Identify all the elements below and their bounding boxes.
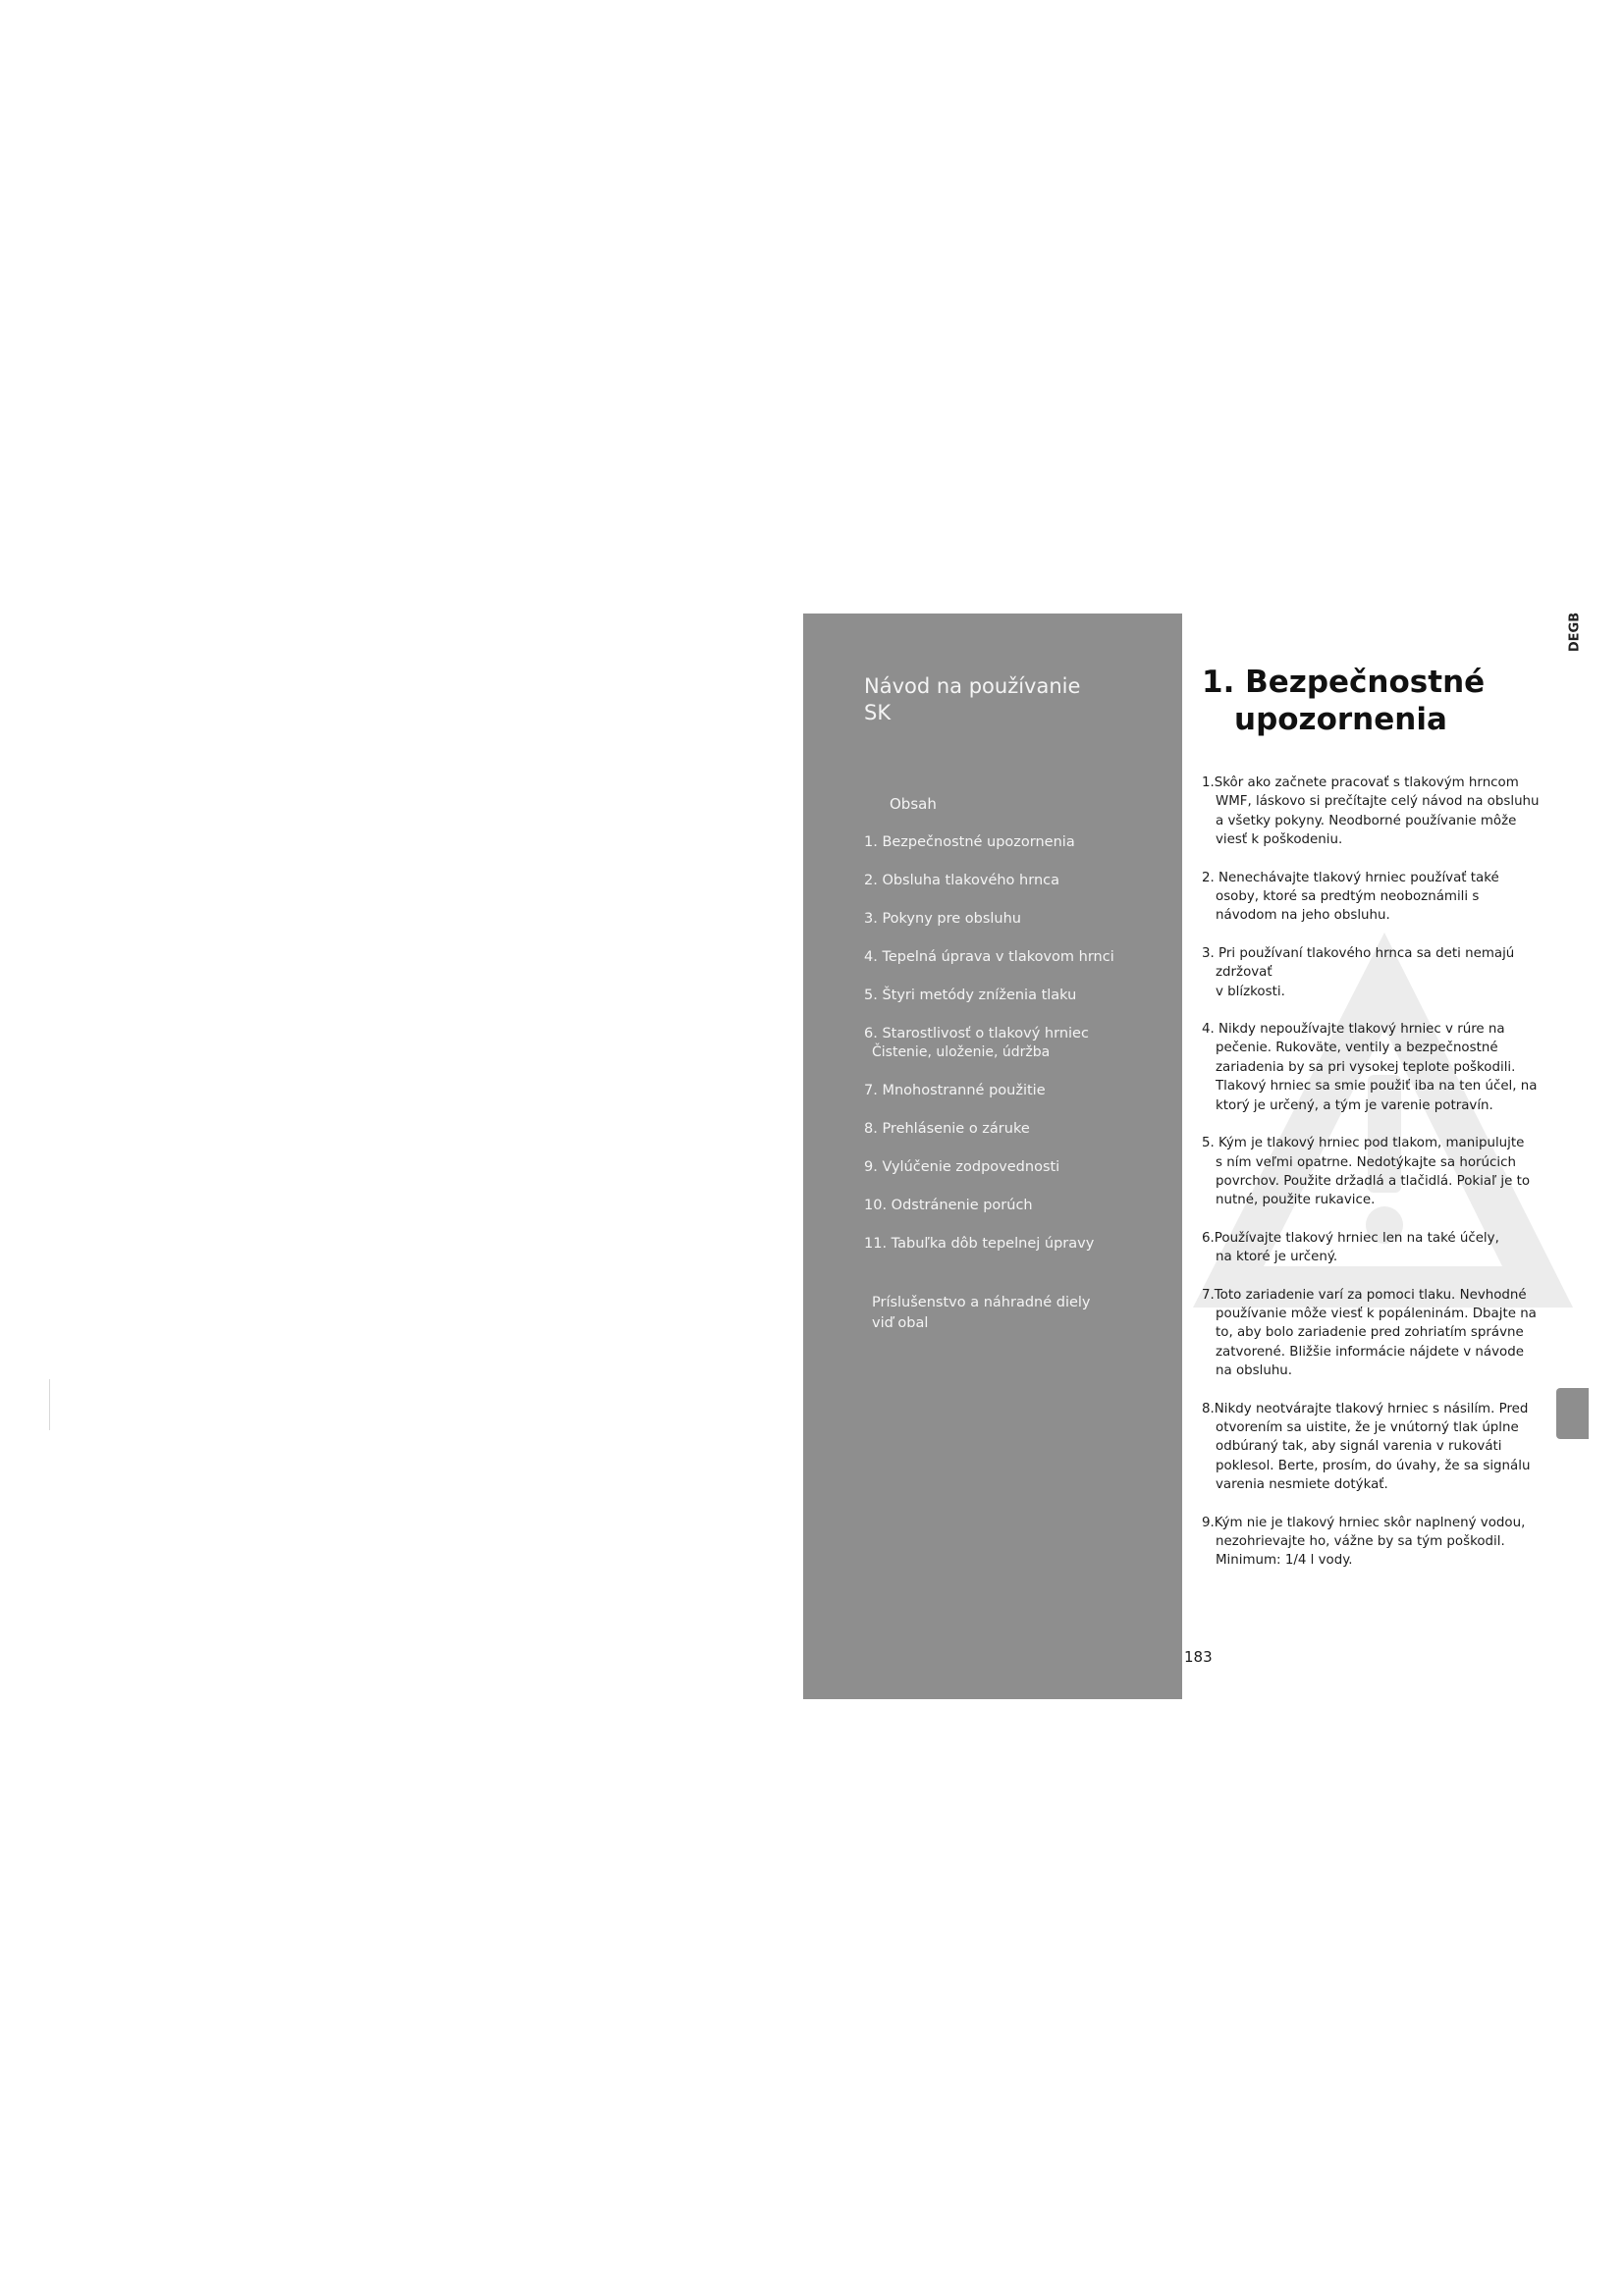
toc-item (864, 1235, 1168, 1254)
instruction-text-line: na ktoré je určený. (1216, 1250, 1338, 1265)
instruction-text-line: viesť k poškodeniu. (1216, 832, 1343, 848)
instruction-text-line: používanie môže viesť k popáleninám. Dbajte na (1216, 1306, 1537, 1321)
toc-item (864, 1082, 1168, 1100)
toc-item-label: 10. Odstránenie porúch (864, 1198, 1033, 1213)
instruction-text-line: zatvorené. Bližšie informácie nájdete v návode (1216, 1344, 1524, 1360)
instruction-text-line: Tlakový hrniec sa smie použiť iba na ten účel, na (1216, 1079, 1538, 1095)
toc-item (864, 910, 1168, 929)
instruction-text-line: WMF, láskovo si prečítajte celý návod na obsluhu (1216, 794, 1540, 810)
safety-instruction (1202, 1020, 1536, 1115)
toc-item-label: 11. Tabuľka dôb tepelnej úpravy (864, 1236, 1095, 1252)
manual-title-block (864, 673, 1080, 726)
instruction-text-line: 3. Pri používaní tlakového hrnca sa deti nemajú (1202, 945, 1515, 961)
safety-instruction (1202, 869, 1536, 926)
crop-mark (49, 1379, 50, 1430)
accessories-reference: viď obal (872, 1315, 929, 1331)
section-thumb-tab (1556, 1388, 1589, 1439)
instruction-text-line: 9.Kým nie je tlakový hrniec skôr naplnený vodou, (1202, 1515, 1526, 1530)
toc-item-label: 2. Obsluha tlakového hrnca (864, 873, 1059, 888)
instruction-text-line: 6.Používajte tlakový hrniec len na také účely, (1202, 1230, 1499, 1246)
safety-instruction (1202, 1286, 1536, 1381)
toc-item-label: 1. Bezpečnostné upozornenia (864, 834, 1075, 850)
instruction-text-line: na obsluhu. (1216, 1363, 1293, 1379)
toc-item-label: 4. Tepelná úprava v tlakovom hrnci (864, 949, 1114, 965)
instruction-text-line: v blízkosti. (1216, 984, 1285, 999)
instruction-text-line: nutné, použite rukavice. (1216, 1193, 1376, 1208)
safety-instruction (1202, 774, 1540, 850)
toc-list (864, 833, 1168, 1273)
toc-item-label: 3. Pokyny pre obsluhu (864, 911, 1021, 927)
instruction-text-line: ktorý je určený, a tým je varenie potravín. (1216, 1097, 1493, 1113)
toc-item (864, 1158, 1168, 1177)
language-code: SK (864, 701, 892, 724)
instruction-text-line: 2. Nenechávajte tlakový hrniec používať také (1202, 870, 1499, 885)
instruction-text-line: návodom na jeho obsluhu. (1216, 908, 1390, 924)
instruction-text-line: a všetky pokyny. Neodborné používanie môže (1216, 813, 1517, 828)
contents-sidebar (803, 614, 1182, 1699)
toc-item (864, 833, 1168, 852)
section-title-line2: upozornenia (1234, 702, 1447, 737)
instruction-text-line: 8.Nikdy neotvárajte tlakový hrniec s násilím. Pred (1202, 1401, 1529, 1416)
manual-title: Návod na používanie (864, 674, 1081, 698)
section-title (1202, 664, 1485, 738)
safety-instruction (1202, 944, 1536, 1001)
instruction-text-line: osoby, ktoré sa predtým neoboznámili s (1216, 889, 1480, 905)
instruction-text-line: 1.Skôr ako začnete pracovať s tlakovým hrncom (1202, 775, 1519, 790)
instruction-text-line: povrchov. Použite držadlá a tlačidlá. Pokiaľ je to (1216, 1173, 1531, 1189)
safety-instruction (1202, 1514, 1536, 1571)
instruction-text-line: odbúraný tak, aby signál varenia v rukováti (1216, 1439, 1502, 1455)
safety-instruction (1202, 1400, 1536, 1495)
toc-item (864, 1025, 1168, 1062)
instruction-text-line: 7.Toto zariadenie varí za pomoci tlaku. Nevhodné (1202, 1287, 1527, 1303)
accessories-note (872, 1293, 1091, 1334)
section-title-line1: 1. Bezpečnostné (1202, 665, 1486, 700)
toc-item (864, 1197, 1168, 1215)
instruction-text-line: varenia nesmiete dotýkať. (1216, 1477, 1388, 1493)
toc-item (864, 987, 1168, 1005)
instruction-text-line: Minimum: 1/4 l vody. (1216, 1553, 1353, 1569)
instruction-text-line: 4. Nikdy nepoužívajte tlakový hrniec v rúre na (1202, 1022, 1505, 1038)
toc-item (864, 872, 1168, 890)
accessories-label: Príslušenstvo a náhradné diely (872, 1295, 1091, 1310)
safety-instructions-list (1202, 774, 1540, 1589)
safety-instruction (1202, 1229, 1536, 1267)
instruction-text-line: otvorením sa uistite, že je vnútorný tlak úplne (1216, 1419, 1519, 1435)
toc-item-subtitle: Čistenie, uloženie, údržba (872, 1044, 1051, 1060)
toc-item-label: 9. Vylúčenie zodpovednosti (864, 1159, 1060, 1175)
instruction-text-line: s ním veľmi opatrne. Nedotýkajte sa horúcich (1216, 1154, 1516, 1170)
page-number: 183 (1184, 1648, 1213, 1666)
toc-item (864, 1120, 1168, 1139)
instruction-text-line: poklesol. Berte, prosím, do úvahy, že sa signálu (1216, 1458, 1531, 1473)
instruction-text-line: zdržovať (1216, 965, 1272, 981)
toc-heading: Obsah (890, 795, 937, 813)
instruction-text-line: 5. Kým je tlakový hrniec pod tlakom, manipulujte (1202, 1136, 1525, 1151)
safety-instruction (1202, 1134, 1536, 1210)
instruction-text-line: nezohrievajte ho, vážne by sa tým poškodil. (1216, 1534, 1505, 1549)
toc-item-label: 5. Štyri metódy zníženia tlaku (864, 988, 1077, 1003)
toc-item-label: 8. Prehlásenie o záruke (864, 1121, 1030, 1137)
instruction-text-line: to, aby bolo zariadenie pred zohriatím správne (1216, 1325, 1524, 1341)
toc-item-label: 7. Mnohostranné použitie (864, 1083, 1046, 1098)
instruction-text-line: zariadenia by sa pri vysokej teplote poškodili. (1216, 1059, 1516, 1075)
language-codes-vertical: DEGB (1567, 612, 1583, 653)
toc-item (864, 948, 1168, 967)
toc-item-label: 6. Starostlivosť o tlakový hrniec (864, 1026, 1089, 1041)
instruction-text-line: pečenie. Rukoväte, ventily a bezpečnostné (1216, 1041, 1498, 1056)
